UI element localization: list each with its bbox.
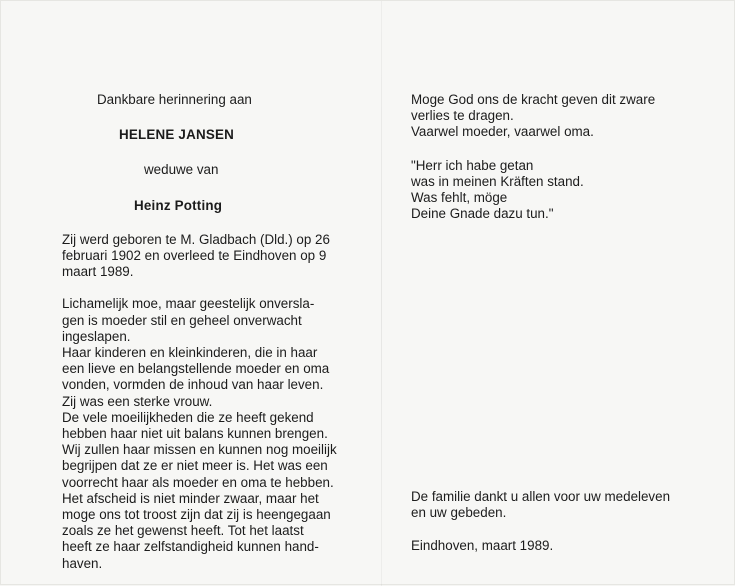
- eulogy-line: voorrecht haar als moeder en oma te hebben.: [62, 474, 334, 490]
- thanks-line: De familie dankt u allen voor uw medeleven: [411, 489, 671, 504]
- birth-death-line: maart 1989.: [62, 264, 134, 280]
- card-heading: Dankbare herinnering aan: [97, 92, 252, 107]
- eulogy-line: Haar kinderen en kleinkinderen, die in haar: [62, 345, 318, 361]
- eulogy-line: een lieve en belangstellende moeder en oma: [62, 361, 330, 377]
- eulogy-line: gen is moeder stil en geheel onverwacht: [62, 312, 302, 328]
- eulogy-line: Wij zullen haar missen en kunnen nog moeilijk: [62, 442, 337, 458]
- quote-line: Deine Gnade dazu tun.": [411, 206, 554, 222]
- prayer-line: Moge God ons de kracht geven dit zware: [411, 92, 656, 107]
- place-date: [411, 538, 711, 554]
- eulogy-line: begrijpen dat ze er niet meer is. Het was een: [62, 458, 328, 474]
- eulogy-line: hebben haar niet uit balans kunnen brengen.: [62, 426, 328, 442]
- birth-death-line: Zij werd geboren te M. Gladbach (Dld.) op 26: [62, 231, 330, 247]
- husband-name: Heinz Potting: [134, 197, 223, 213]
- family-thanks: [411, 489, 711, 555]
- widow-of-text: weduwe van: [144, 162, 219, 178]
- quote-line: was in meinen Kräften stand.: [411, 173, 584, 189]
- place-date-text: Eindhoven, maart 1989.: [411, 538, 554, 554]
- eulogy-line: Zij was een sterke vrouw.: [62, 393, 213, 409]
- eulogy-line: moge ons tot troost zijn dat zij is heengegaan: [62, 507, 331, 523]
- eulogy-line: zoals ze het gewenst heeft. Tot het laatst: [62, 523, 304, 539]
- prayer-line: verlies te dragen.: [411, 108, 514, 124]
- birth-death-paragraph: [62, 232, 334, 281]
- eulogy-line: vonden, vormden de inhoud van haar leven.: [62, 377, 324, 393]
- german-quote: [411, 158, 711, 223]
- right-page: [411, 92, 711, 222]
- prayer-paragraph: [411, 92, 711, 141]
- quote-line: Was fehlt, möge: [411, 190, 508, 206]
- deceased-name: HELENE JANSEN: [119, 127, 234, 143]
- eulogy-line: ingeslapen.: [62, 328, 131, 344]
- eulogy-line: De vele moeilijkheden die ze heeft gekend: [62, 409, 314, 425]
- birth-death-line: februari 1902 en overleed te Eindhoven op 9: [62, 248, 327, 264]
- card-fold-line: [381, 1, 382, 586]
- left-page: [62, 92, 360, 572]
- eulogy-paragraph: [62, 296, 337, 571]
- prayer-line: Vaarwel moeder, vaarwel oma.: [411, 124, 594, 140]
- thanks-paragraph: [411, 489, 711, 521]
- eulogy-line: Lichamelijk moe, maar geestelijk onversla-: [62, 296, 315, 312]
- eulogy-line: heeft ze haar zelfstandigheid kunnen hand-: [62, 539, 319, 555]
- eulogy-line: haven.: [62, 555, 103, 571]
- eulogy-line: Het afscheid is niet minder zwaar, maar het: [62, 490, 319, 506]
- thanks-line: en uw gebeden.: [411, 505, 507, 521]
- quote-line: "Herr ich habe getan: [411, 157, 534, 173]
